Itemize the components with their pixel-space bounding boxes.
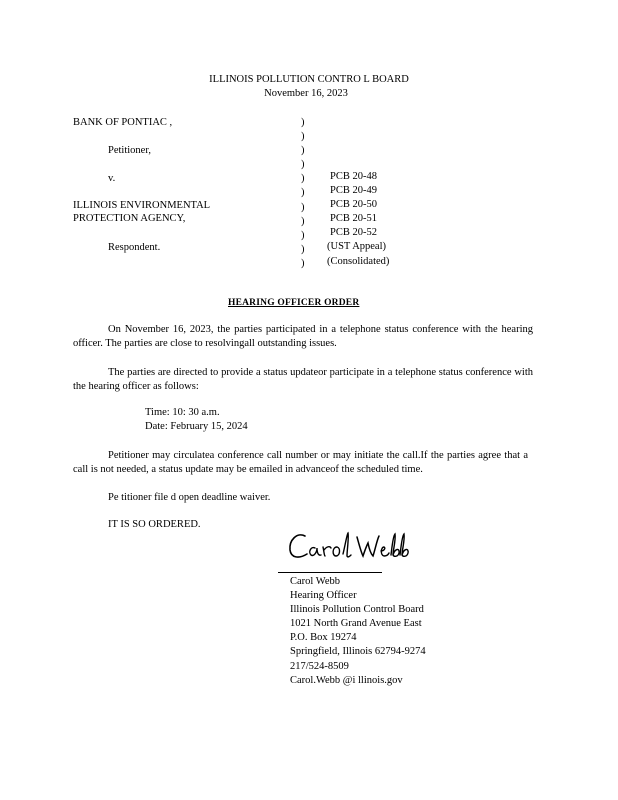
case-number: PCB 20-52 xyxy=(330,227,377,239)
caption-bracket: ) xyxy=(301,257,305,269)
phone-number: 217/524-8509 xyxy=(290,660,349,672)
paragraph-directive: The parties are directed to provide a status updateor participate in a telephone status conference with the hearing officer as follows: xyxy=(73,367,533,392)
signer-title: Hearing Officer xyxy=(290,590,357,602)
hearing-date: Date: February 15, 2024 xyxy=(145,421,248,432)
case-number: PCB 20-48 xyxy=(330,171,377,182)
hearing-time: Time: 10: 30 a.m. xyxy=(145,407,220,418)
signature-line xyxy=(278,572,382,573)
address-street: 1021 North Grand Avenue East xyxy=(290,618,422,630)
board-name: ILLINOIS POLLUTION CONTRO L BOARD xyxy=(209,74,409,85)
paragraph-deadline-waiver: Pe titioner file d open deadline waiver. xyxy=(108,492,271,503)
petitioner-name: BANK OF PONTIAC , xyxy=(73,117,173,128)
signer-name: Carol Webb xyxy=(290,576,340,587)
case-note: (Consolidated) xyxy=(327,255,390,267)
address-city: Springfield, Illinois 62794-9274 xyxy=(290,646,426,658)
case-note: (UST Appeal) xyxy=(327,241,387,253)
versus-label: v. xyxy=(108,173,116,184)
caption-bracket: ) xyxy=(301,229,305,241)
case-number: PCB 20-50 xyxy=(330,199,377,211)
order-title: HEARING OFFICER ORDER xyxy=(228,298,360,308)
caption-bracket: ) xyxy=(301,243,305,255)
handwritten-signature xyxy=(285,528,415,566)
caption-bracket: ) xyxy=(301,159,305,171)
petitioner-role: Petitioner, xyxy=(108,145,152,156)
email-address: Carol.Webb @i llinois.gov xyxy=(290,674,403,686)
paragraph-conference-call: Petitioner may circulatea conference call number or may initiate the call.If the parties agree that a call is not needed, a status update may be emailed in advanceof the scheduled time. xyxy=(73,450,528,475)
case-number: PCB 20-49 xyxy=(330,185,377,197)
caption-bracket: ) xyxy=(301,117,305,128)
caption-bracket: ) xyxy=(301,187,305,199)
so-ordered: IT IS SO ORDERED. xyxy=(108,519,201,530)
caption-bracket-column xyxy=(301,116,311,271)
case-number-list xyxy=(327,170,390,269)
paragraph-status-conference: On November 16, 2023, the parties participated in a telephone status conference with the hearing officer. The parties are close to resolvingall outstanding issues. xyxy=(73,324,533,349)
order-date: November 16, 2023 xyxy=(264,88,348,99)
caption-bracket: ) xyxy=(301,215,305,227)
respondent-name-line2: PROTECTION AGENCY, xyxy=(73,213,186,224)
signer-organization: Illinois Pollution Control Board xyxy=(290,604,424,616)
case-number: PCB 20-51 xyxy=(330,213,377,225)
address-po-box: P.O. Box 19274 xyxy=(290,632,357,644)
caption-bracket: ) xyxy=(301,145,305,157)
signature-block xyxy=(290,575,426,688)
caption-bracket: ) xyxy=(301,201,305,213)
respondent-name-line1: ILLINOIS ENVIRONMENTAL xyxy=(73,200,211,211)
caption-bracket: ) xyxy=(301,173,305,185)
caption-bracket: ) xyxy=(301,131,305,143)
respondent-role: Respondent. xyxy=(108,242,161,253)
